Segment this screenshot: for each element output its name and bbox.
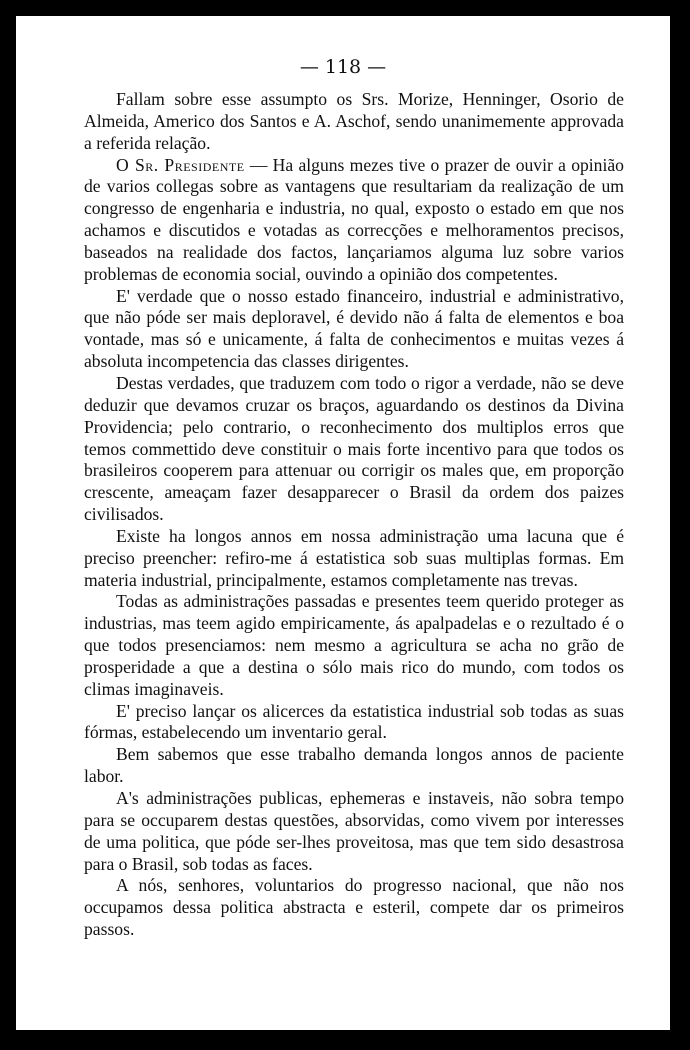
paragraph-5: Existe ha longos annos em nossa administração uma lacuna que é preciso preencher: refiro-me á estatistica sob suas multiplas formas. Em materia industrial, principalmente, estamos completamente nas trevas. — [84, 525, 624, 590]
paragraph-2 — [84, 155, 624, 286]
paragraph-9: A's administrações publicas, ephemeras e instaveis, não sobra tempo para se occuparem destas questões, absorvidas, como vivem por interesses de uma politica, que póde ser-lhes proveitosa, mas que tem sido desastrosa para o Brasil, sob todas as faces. — [84, 788, 624, 874]
document-page — [16, 16, 670, 1030]
paragraph-8: Bem sabemos que esse trabalho demanda longos annos de paciente labor. — [84, 744, 624, 787]
paragraph-1: Fallam sobre esse assumpto os Srs. Morize, Henninger, Osorio de Almeida, Americo dos Santos e A. Aschof, sendo unanimemente approvada a referida relação. — [84, 89, 624, 153]
speaker-label: O Sr. Presidente — [116, 154, 245, 175]
body-text — [84, 89, 624, 941]
paragraph-3: E' verdade que o nosso estado financeiro, industrial e administrativo, que não póde ser mais deploravel, é devido não á falta de elementos e boa vontade, mas só e unicamente, á falta de conhecimentos e muitas vezes á absoluta incompetencia das classes dirigentes. — [84, 285, 624, 372]
page-number: — 118 — — [299, 56, 387, 78]
paragraph-7: E' preciso lançar os alicerces da estatistica industrial sob todas as suas fórmas, estabelecendo um inventario geral. — [84, 700, 624, 743]
paragraph-2-text: — Ha alguns mezes tive o prazer de ouvir a opinião de varios collegas sobre as vantagens que resultariam da realização de um congresso de engenharia e industria, no qual, exposto o estado em que nos achamos e discutidos e votadas as correcções e melhoramentos precisos, baseados na realidade dos factos, lançariamos alguma luz sobre varios problemas de economia social, ouvindo a opinião dos competentes. — [84, 154, 624, 284]
paragraph-4: Destas verdades, que traduzem com todo o rigor a verdade, não se deve deduzir que devamos cruzar os braços, aguardando os destinos da Divina Providencia; pelo contrario, o reconhecimento dos multiplos erros que temos commettido deve constituir o mais forte incentivo para que todos os brasileiros cooperem para attenuar ou corrigir os males que, em proporção crescente, ameaçam fazer desapparecer o Brasil da ordem dos paizes civilisados. — [84, 372, 624, 525]
paragraph-6: Todas as administrações passadas e presentes teem querido proteger as industrias, mas teem agido empiricamente, ás apalpadelas e o rezultado é o que todos presenciamos: nem mesmo a agricultura se acha no grão de prosperidade a que a destina o sólo mais rico do mundo, com todos os climas imaginaveis. — [84, 591, 624, 699]
paragraph-10: A nós, senhores, voluntarios do progresso nacional, que não nos occupamos dessa politica abstracta e esteril, compete dar os primeiros passos. — [84, 875, 624, 940]
